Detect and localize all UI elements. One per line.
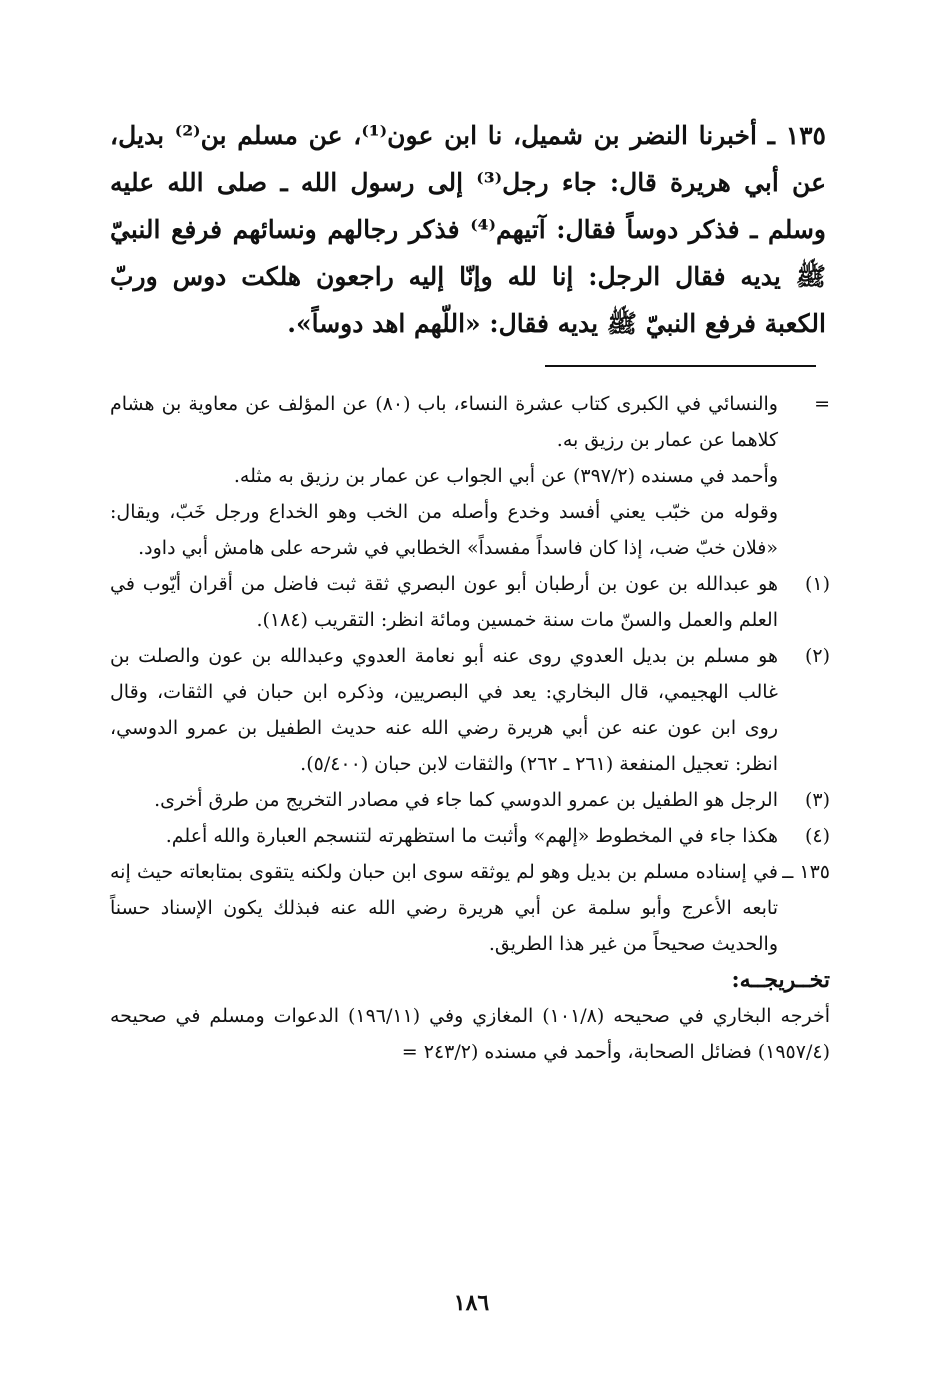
takhrij-heading: تخــريجــه: xyxy=(731,967,830,993)
continuation-marker: = xyxy=(814,393,830,415)
footnote-text: هو عبدالله بن عون بن أرطبان أبو عون البصري ثقة ثبت فاضل من أقران أيّوب في العلم والعمل والسنّ مات سنة خمسين ومائة انظر: التقريب (١٨٤). xyxy=(110,573,778,631)
continuation-line: وأحمد في مسنده (٣٩٧/٢) عن أبي الجواب عن عمار بن رزيق به مثله. xyxy=(233,465,778,487)
footnote-number: (٢) xyxy=(804,645,830,667)
takhrij-text: أخرجه البخاري في صحيحه (١٠١/٨) المغازي وفي (١٩٦/١١) الدعوات ومسلم في صحيحه (١٩٥٧/٤) فضائل الصحابة، وأحمد في مسنده (٢٤٣/٢ = xyxy=(110,1005,830,1063)
footnote-number: (٤) xyxy=(804,825,830,847)
takhrij-block xyxy=(110,962,830,998)
grading-text: في إسناده مسلم بن بديل وهو لم يوثقه سوى ابن حبان ولكنه يتقوى بمتابعاته حيث إنه تابعه الأعرج وأبو سلمة عن أبي هريرة رضي الله عنه فبذلك يكون الإسناد حسناً والحديث صحيحاً من غير هذا الطريق. xyxy=(110,861,778,955)
footnote-number: (١) xyxy=(804,573,830,595)
footnote-number: (٣) xyxy=(804,789,830,811)
grading-note xyxy=(110,854,830,962)
footnote-1 xyxy=(110,566,830,638)
hadith-block xyxy=(110,112,826,347)
page-number: ١٨٦ xyxy=(453,1290,490,1316)
footnote-text: هو مسلم بن بديل العدوي روى عنه أبو نعامة العدوي وعبدالله بن عون والصلت بن غالب الهجيمي، قال البخاري: يعد في البصريين، وذكره ابن حبان في الثقات، وقال روى ابن عون عنه عن أبي هريرة رضي الله عنه حديث الطفيل بن عمرو الدوسي، انظر: تعجيل المنفعة (٢٦١ ـ ٢٦٢) والثقات لابن حبان (٥/٤٠٠). xyxy=(110,645,778,775)
footnote-text: الرجل هو الطفيل بن عمرو الدوسي كما جاء في مصادر التخريج من طرق أخرى. xyxy=(154,789,778,811)
footnote-text: هكذا جاء في المخطوط «إلهم» وأثبت ما استظهرته لتنسجم العبارة والله أعلم. xyxy=(165,825,778,847)
continuation-line: وقوله من خبّب يعني أفسد وخدع وأصله من الخب وهو الخداع ورجل خَبّ، ويقال: «فلان خبّ ضب، إذا كان فاسداً مفسداً» الخطابي في شرحه على هامش أبي داود. xyxy=(110,501,778,559)
footnote-4 xyxy=(110,818,830,854)
grading-number: ١٣٥ ــ xyxy=(782,861,830,883)
footnote-3 xyxy=(110,782,830,818)
continuation-note xyxy=(110,386,830,566)
footnote-separator xyxy=(545,365,816,367)
footnotes-section xyxy=(110,386,830,1070)
continuation-line: والنسائي في الكبرى كتاب عشرة النساء، باب (٨٠) عن المؤلف عن معاوية بن هشام كلاهما عن عمار بن رزيق به. xyxy=(110,393,778,451)
footnote-2 xyxy=(110,638,830,782)
hadith-text: ١٣٥ ـ أخبرنا النضر بن شميل، نا ابن عون⁽¹⁾، عن مسلم بن⁽²⁾ بديل، عن أبي هريرة قال: جاء رجل⁽³⁾ إلى رسول الله ـ صلى الله عليه وسلم ـ فذكر دوساً فقال: آتيهم⁽⁴⁾ فذكر رجالهم ونسائهم فرفع النبيّ ﷺ يديه فقال الرجل: إنا لله وإنّا إليه راجعون هلكت دوس وربّ الكعبة فرفع النبيّ ﷺ يديه فقال: «اللّهم اهد دوساً». xyxy=(110,121,826,338)
